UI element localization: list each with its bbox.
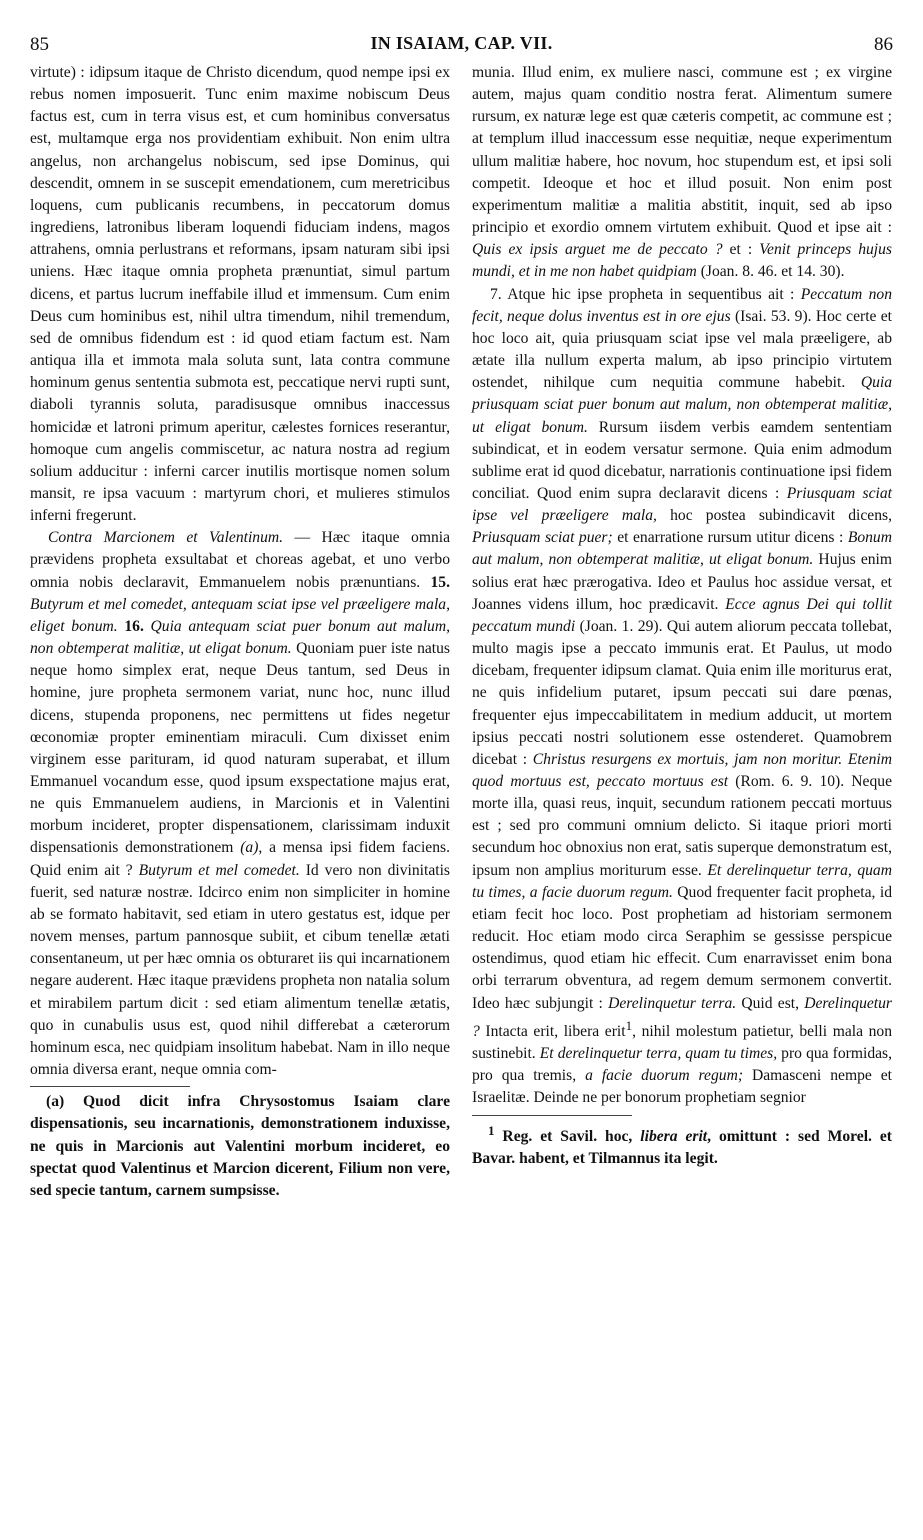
footnote-number: 1 [488, 1122, 495, 1138]
text-run: et : [722, 241, 760, 259]
right-paragraph-1 [472, 62, 892, 284]
text-run: , nihil molestum patietur, belli mala non sustinebit. [472, 1022, 892, 1063]
running-title: IN ISAIAM, CAP. VII. [370, 33, 553, 53]
scripture-quote: a facie duorum regum; [585, 1067, 744, 1085]
right-paragraph-2 [472, 284, 892, 1110]
scripture-quote: Peccatum non fecit, neque dolus inventus est in ore ejus [472, 285, 892, 325]
footnote-divider [472, 1115, 632, 1116]
text-run: munia. Illud enim, ex muliere nasci, commune est ; ex virgine autem, majus quam conditio nostra ferat. Alimentum sumere rursum, ex naturæ lege est quæ cæteris competit, ac commune est ; at templum illud inaccessum esse nequitiæ, neque experimentum ullum malitiæ habere, hoc novum, hoc stupendum est, et ipsi soli competit. Ideoque et hoc et illud posuit. Non enim post experimentum malitiæ a malitia abstitit, inquit, sed ab ipso principio et exordio omnem virtutem exhibuit. Quod et ipse ait : [472, 64, 892, 237]
scripture-quote: Christus resurgens ex mortuis, jam non moritur. Etenim quod mortuus est, peccato mortuus est [472, 750, 892, 790]
text-run: Quid est, [736, 994, 805, 1012]
text-run: Reg. et Savil. hoc, [494, 1127, 641, 1145]
citation: (Joan. 8. 46. et 14. 30). [696, 263, 845, 281]
scripture-quote: Derelinquetur terra. [608, 994, 737, 1012]
text-run: hoc postea subindicavit dicens, [656, 507, 892, 525]
text-run: , omittunt : sed Morel. et Bavar. habent, et Tilmannus ita legit. [472, 1127, 892, 1167]
text-run: Quoniam puer iste natus neque homo simplex erat, neque Deus tantum, sed Deus in homine, jure propheta sermonem variat, nunc hoc, nunc illud dicens, stupenda proponens, nec permittens ut fides negetur œconomiæ propter eminentiam miraculi. Cum dixisset enim virginem esse parituram, id quod naturam superabat, et illum Emmanuel vocandum esse, quod ipsum exspectatione majus erat, ne quis Emmanuelem audiens, in Marcionis et in Valentini morbum incideret, propter dispensationem, clarissimam induxit dispensationis demonstrationem [30, 640, 450, 857]
left-paragraph-2 [30, 527, 450, 1081]
text-run: Damasceni nempe et Israelitæ. Deinde ne per bonorum prophetiam segnior [472, 1067, 893, 1107]
scripture-quote: Butyrum et mel comedet, antequam sciat ipse vel præeligere mala, eliget bonum. [30, 595, 450, 635]
text-run: Hoc certe et hoc loco ait, quia priusquam sciat ipse vel mala præeligere, ab ætate illa nullum experta malum, ab ipso principio virtutem ostendet, nihilque cum nequitia commune habebit. [472, 307, 893, 392]
text-run: Neque morte illa, quasi reus, inquit, secundum rationem peccati mortuus est ; sed pro communi omnium delicto. Si itaque priori morti secundum hoc obnoxius non erat, satis superque demonstratum est, ipsum non amplius moriturum esse. [472, 773, 892, 879]
text-run: , a mensa ipsi fidem faciens. Quid enim ait ? [30, 839, 450, 879]
text-run: Qui autem aliorum peccata tollebat, multo magis ipse a peccato immunis erat. Et Paulus, ut modo dicebam, frequenter idipsum clamat. Quia enim ille moriturus erat, ne quis infidelium putaret, ipsum peccati sui dare pœnas, frequenter ejus impeccabilitatem in medium adducit, ut mortem ipsius peccati nostri solutionem esse ostenderet. Quamobrem dicebat : [472, 617, 892, 768]
footnote-italic: libera erit [640, 1127, 708, 1145]
citation: (Rom. 6. 9. 10). [728, 773, 845, 790]
scripture-quote: Priusquam sciat puer; [472, 529, 613, 547]
citation: (Joan. 1. 29). [575, 617, 663, 635]
left-column [30, 62, 450, 1202]
scripture-quote: Derelinquetur ? [472, 994, 892, 1040]
footnote-marker: 1 [625, 1017, 633, 1033]
right-column [472, 62, 892, 1170]
footnote-reference: (a) [240, 839, 259, 857]
scripture-quote: Et derelinquetur terra, quam tu times, [539, 1045, 778, 1063]
text-run: Hujus enim solius erat hæc prærogativa. Ideo et Paulus hoc assidue versat, et Joannes videns illum, hoc prædicavit. [472, 551, 892, 613]
footnote-a: (a) Quod dicit infra Chrysostomus Isaiam clare dispensationis, seu incarnationis, demonstrationem induxisse, ne quis in Marcionis aut Valentini morbum incideret, eo spectat quod Valentinus et Marcion dicerent, Filium non vere, sed specie tantum, carnem sumpsisse. [30, 1093, 450, 1199]
text-run: Rursum iisdem verbis eamdem sententiam subindicat, et in eodem versatur sermone. Quia enim admodum sublime erat id quod dicebatur, narrationis continuatione ipsi fidem conciliat. Quod enim supra declaravit dicens : [472, 418, 892, 502]
scripture-quote: Quis ex ipsis arguet me de peccato ? [472, 241, 723, 259]
scripture-quote: Venit princeps hujus mundi, et in me non habet quidpiam [472, 241, 892, 281]
scripture-quote: Et derelinquetur terra, quam tu times, a facie duorum regum. [472, 861, 892, 901]
text-run: et enarratione rursum utitur dicens : [612, 529, 848, 547]
page-number-left: 85 [30, 34, 49, 55]
text-run: 7. Atque hic ipse propheta in sequentibus ait : [490, 285, 801, 303]
text-run: Id vero non divinitatis fuerit, sed naturæ nostræ. Idcirco enim non simpliciter in homine ab se formato habitavit, sed etiam in utero gestatus est, idque per novem menses, partum pannosque subiit, et cibum tenellæ ætati consentaneum, ut per hæc omnia os obturaret iis qui incarnationem negare auderent. Hæc itaque prævidens propheta non natalia solum et mirabilem partum dicit : sed etiam alimentum tenellæ ætatis, quo in cunabulis usus est, quod nihil differebat a cæterorum hominum esca, nec quidpiam insolitum habebat. Nam in illo neque omnia diversa erant, neque omnia com- [30, 861, 450, 1079]
section-heading: Contra Marcionem et Valentinum. [48, 529, 284, 547]
scripture-quote: Quia antequam sciat puer bonum aut malum, non obtemperat malitiæ, ut eligat bonum. [30, 617, 451, 658]
scripture-quote: Butyrum et mel comedet. [138, 861, 300, 879]
scripture-quote: Priusquam sciat ipse vel præeligere mala, [472, 484, 893, 525]
verse-number: 16. [117, 617, 144, 635]
footnote-divider [30, 1086, 190, 1087]
page-header [30, 34, 893, 60]
page-number-right: 86 [874, 34, 893, 55]
citation: (Isai. 53. 9). [730, 307, 812, 325]
text-run: pro qua formidas, pro qua tremis, [472, 1045, 893, 1085]
scripture-quote: Ecce agnus Dei qui tollit peccatum mundi [472, 595, 892, 635]
text-run: Quod frequenter facit propheta, id etiam fecit hoc loco. Post prophetiam ad historiam sermonem reducit. Hoc etiam modo circa Seraphim se gessisse perspicue ostendimus, quod etiam hic effecit. Cum enarravisset enim bona orbi terrarum obventura, ad regem demum sermonem convertit. Ideo hæc subjungit : [472, 883, 892, 1012]
footnote-1 [472, 1120, 892, 1171]
text-run: Intacta erit, libera erit [479, 1022, 626, 1040]
scripture-quote: Quia priusquam sciat puer bonum aut malum, non obtemperat malitiæ, ut eligat bonum. [472, 374, 892, 436]
verse-number: 15. [430, 573, 450, 591]
text-run: — Hæc itaque omnia prævidens propheta exsultabat et choreas agebat, et uno verbo omnia nobis declaravit, Emmanuelem nobis prænuntians. [30, 529, 450, 591]
left-paragraph-1: virtute) : idipsum itaque de Christo dicendum, quod nempe ipsi ex rebus nomen imposuerit. Tunc enim maxime nobiscum Deus factus est, cum in terra visus est, et cum hominibus conversatus est, multamque erga nos providentiam exhibuit. Non enim ultra angelus, non archangelus nobiscum, sed ipse Dominus, qui descendit, omnem in se suscepit emendationem, cum meretricibus loquens, cum publicanis recumbens, in peccatorum domus ingrediens, latronibus liberam loquendi fiduciam indens, magos attrahens, omnia perlustrans et reformans, ipsam naturam sibi ipsi uniens. Hæc itaque omnia propheta prænuntiat, simul partum dicens, et partus lucrum ineffabile illud et immensum. Cum enim Deus cum hominibus est, nihil ultra timendum, nihil tremendum, sed de omnibus fidendum est : id quod etiam factum est. Nam antiqua illa et immota mala soluta sunt, lata contra commune hominum genus sententia submota est, peccatique nervi rupti sunt, diaboli tyrannis soluta, paradisusque omnibus inaccessus homicidæ et latroni primum aperitur, cælestes fornices reserantur, homoque cum angelis commiscetur, ac natura nostra ad regium solium adducitur : inferni carcer inutilis mortisque nomen solum mansit, re ipsa vacuum : martyrum chori, et mulieres stimulos inferni fregerunt. [30, 64, 450, 525]
scripture-quote: Bonum aut malum, non obtemperat malitiæ, ut eligat bonum. [472, 529, 892, 569]
